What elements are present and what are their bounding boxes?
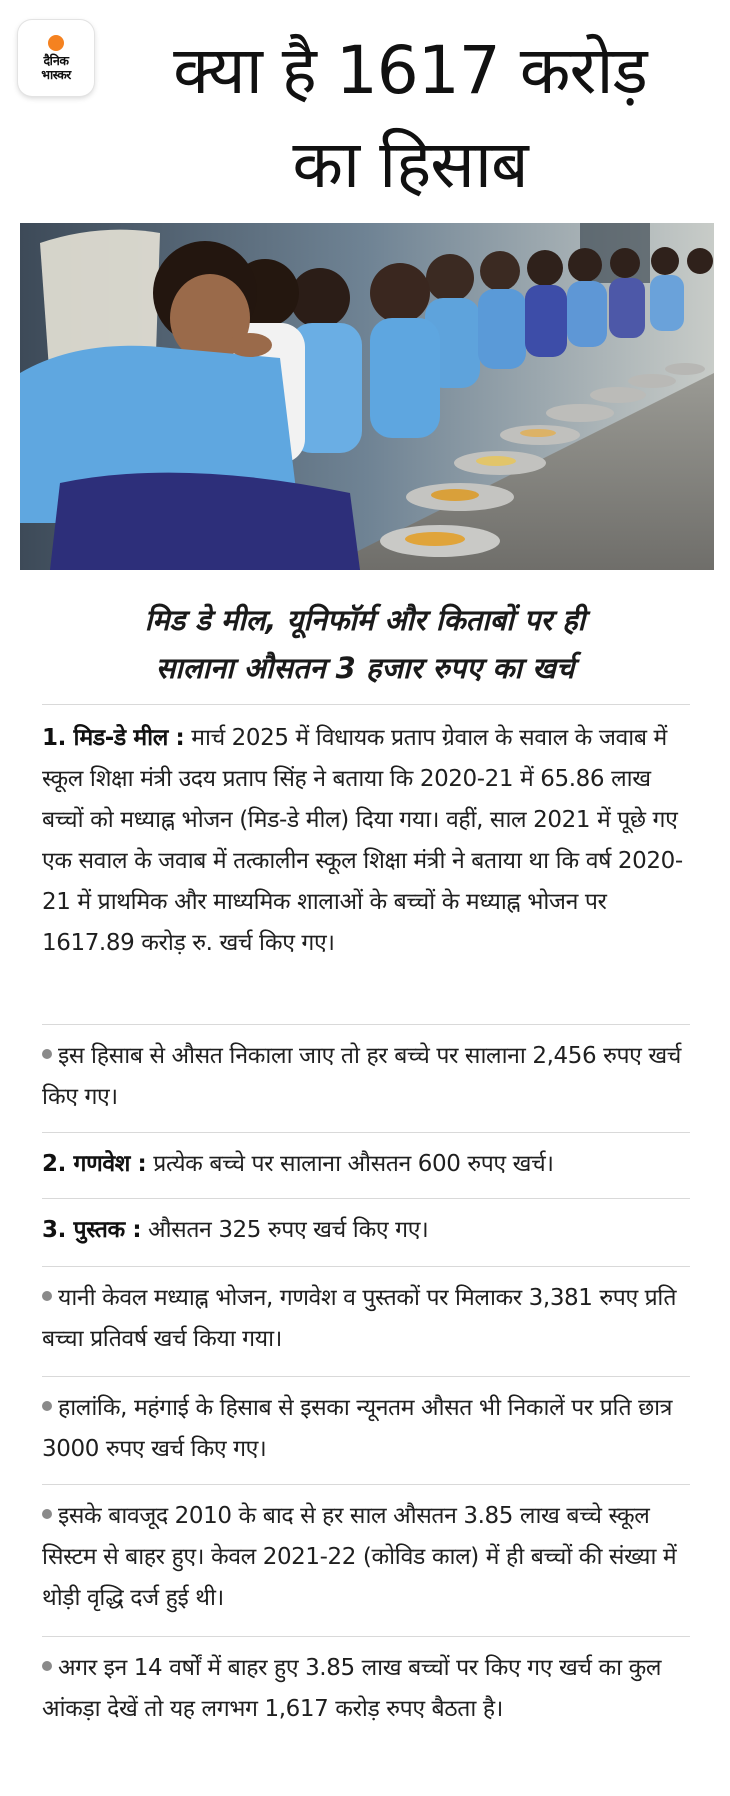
logo-text-line1: दैनिक (43, 52, 69, 68)
logo-sun-icon (48, 35, 64, 51)
list-item-text: हालांकि, महंगाई के हिसाब से इसका न्यूनतम औसत भी निकालें पर प्रति छात्र 3000 रुपए खर्च किए गए। (42, 1395, 673, 1462)
bullet-icon (42, 1291, 52, 1301)
list-item (42, 1388, 698, 1470)
section-label: 1. मिड-डे मील : (42, 725, 185, 751)
list-item (42, 1648, 698, 1730)
list-item (42, 1496, 698, 1619)
section-text: प्रत्येक बच्चे पर सालाना औसतन 600 रुपए खर्च। (146, 1151, 554, 1177)
subheading (40, 596, 690, 692)
divider (42, 1132, 690, 1133)
divider (42, 1024, 690, 1025)
bullet-icon (42, 1509, 52, 1519)
logo-text-line2: भास्कर (41, 66, 71, 82)
section-label: 3. पुस्तक : (42, 1217, 142, 1243)
subheading-line2: सालाना औसतन 3 हजार रुपए का खर्च (155, 651, 575, 685)
bullet-icon (42, 1401, 52, 1411)
dainik-bhaskar-logo[interactable] (18, 20, 94, 96)
list-item-text: इस हिसाब से औसत निकाला जाए तो हर बच्चे पर सालाना 2,456 रुपए खर्च किए गए। (42, 1043, 682, 1110)
list-item-text: इसके बावजूद 2010 के बाद से हर साल औसतन 3.85 लाख बच्चे स्कूल सिस्टम से बाहर हुए। केवल 2021-22 (कोविड काल) में ही बच्चों की संख्या में थोड़ी वृद्धि दर्ज हुई थी। (42, 1503, 677, 1611)
divider (42, 704, 690, 705)
section-label: 2. गणवेश : (42, 1151, 147, 1177)
page-title (110, 24, 710, 212)
list-item (42, 1278, 698, 1360)
subheading-line1: मिड डे मील, यूनिफॉर्म और किताबों पर ही (144, 603, 586, 637)
list-item (42, 1036, 698, 1118)
students-eating-photo (20, 223, 714, 570)
list-item-text: यानी केवल मध्याह्न भोजन, गणवेश व पुस्तकों पर मिलाकर 3,381 रुपए प्रति बच्चा प्रतिवर्ष खर्च किया गया। (42, 1285, 677, 1352)
section-midday-meal (42, 718, 698, 964)
divider (42, 1266, 690, 1267)
section-books (42, 1210, 698, 1251)
page-title-line2: का हिसाब (292, 126, 528, 203)
bullet-icon (42, 1049, 52, 1059)
section-text: मार्च 2025 में विधायक प्रताप ग्रेवाल के सवाल के जवाब में स्कूल शिक्षा मंत्री उदय प्रताप सिंह ने बताया कि 2020-21 में 65.86 लाख बच्चों को मध्याह्न भोजन (मिड-डे मील) दिया गया। वहीं, साल 2021 में पूछे गए एक सवाल के जवाब में तत्कालीन स्कूल शिक्षा मंत्री ने बताया था कि वर्ष 2020-21 में प्राथमिक और माध्यमिक शालाओं के बच्चों के मध्याह्न भोजन पर 1617.89 करोड़ रु. खर्च किए गए। (42, 725, 683, 956)
divider (42, 1198, 690, 1199)
section-text: औसतन 325 रुपए खर्च किए गए। (141, 1217, 429, 1243)
bullet-icon (42, 1661, 52, 1671)
divider (42, 1376, 690, 1377)
divider (42, 1636, 690, 1637)
section-uniform (42, 1144, 698, 1185)
list-item-text: अगर इन 14 वर्षों में बाहर हुए 3.85 लाख बच्चों पर किए गए खर्च का कुल आंकड़ा देखें तो यह लगभग 1,617 करोड़ रुपए बैठता है। (42, 1655, 662, 1722)
page-title-line1: क्या है 1617 करोड़ (173, 32, 647, 109)
divider (42, 1484, 690, 1485)
